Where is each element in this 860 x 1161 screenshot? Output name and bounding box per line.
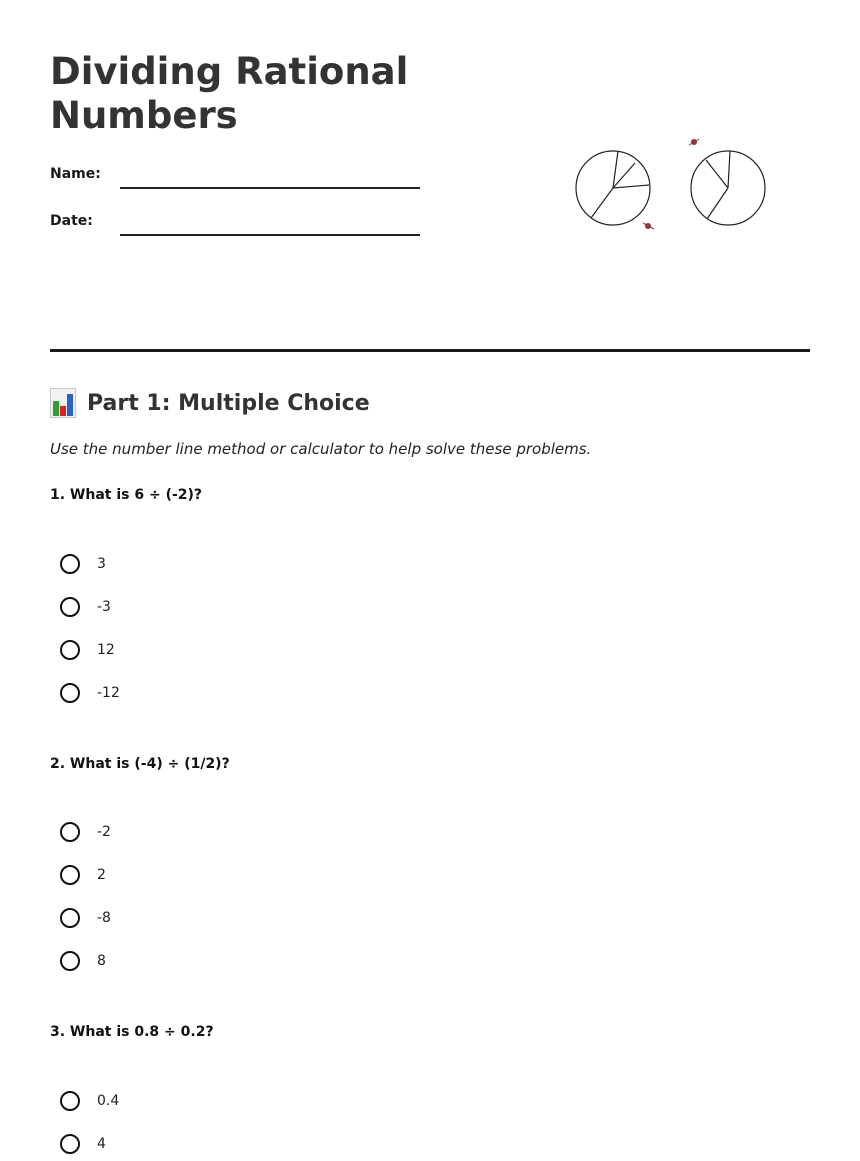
radio-button[interactable]: [60, 908, 80, 928]
answer-option-label: -2: [97, 824, 111, 840]
answer-option[interactable]: [60, 862, 106, 888]
answer-option-label: 0.4: [97, 1093, 120, 1109]
instructions-text: Use the number line method or calculator to help solve these problems.: [50, 440, 592, 458]
answer-option[interactable]: [60, 1131, 106, 1157]
question-2: 2. What is (-4) ÷ (1/2)?: [50, 756, 230, 772]
fraction-circle-left: [576, 151, 650, 225]
answer-option[interactable]: [60, 637, 115, 663]
radio-button[interactable]: [60, 822, 80, 842]
pin-marker-icon: [689, 139, 699, 145]
answer-option-label: 3: [97, 556, 106, 572]
answer-option-label: 12: [97, 642, 115, 658]
answer-option-label: -12: [97, 685, 120, 701]
answer-option-label: 8: [97, 953, 106, 969]
answer-option[interactable]: [60, 551, 106, 577]
answer-option[interactable]: [60, 819, 111, 845]
answer-option-label: 4: [97, 1136, 106, 1152]
radio-button[interactable]: [60, 683, 80, 703]
radio-button[interactable]: [60, 865, 80, 885]
pie-fraction-illustration: [570, 130, 780, 240]
section-header: [50, 388, 370, 418]
answer-option[interactable]: [60, 680, 120, 706]
fraction-circle-right: [691, 151, 765, 225]
radio-button[interactable]: [60, 640, 80, 660]
section-title: Part 1: Multiple Choice: [87, 390, 370, 416]
answer-option[interactable]: [60, 948, 106, 974]
bar-chart-icon: [50, 388, 76, 418]
worksheet-title: Dividing Rational Numbers: [50, 50, 409, 137]
name-label: Name:: [50, 166, 101, 182]
radio-button[interactable]: [60, 554, 80, 574]
radio-button[interactable]: [60, 1134, 80, 1154]
radio-button[interactable]: [60, 1091, 80, 1111]
answer-option-label: 2: [97, 867, 106, 883]
answer-option[interactable]: [60, 1088, 119, 1114]
name-field[interactable]: [120, 187, 420, 189]
pin-marker-icon: [643, 223, 654, 229]
radio-button[interactable]: [60, 951, 80, 971]
question-3: 3. What is 0.8 ÷ 0.2?: [50, 1024, 214, 1040]
answer-option-label: -3: [97, 599, 111, 615]
answer-option-label: -8: [97, 910, 111, 926]
date-field[interactable]: [120, 234, 420, 236]
question-1: 1. What is 6 ÷ (-2)?: [50, 487, 203, 503]
date-label: Date:: [50, 213, 93, 229]
radio-button[interactable]: [60, 597, 80, 617]
section-divider: [50, 349, 810, 352]
answer-option[interactable]: [60, 594, 111, 620]
answer-option[interactable]: [60, 905, 111, 931]
